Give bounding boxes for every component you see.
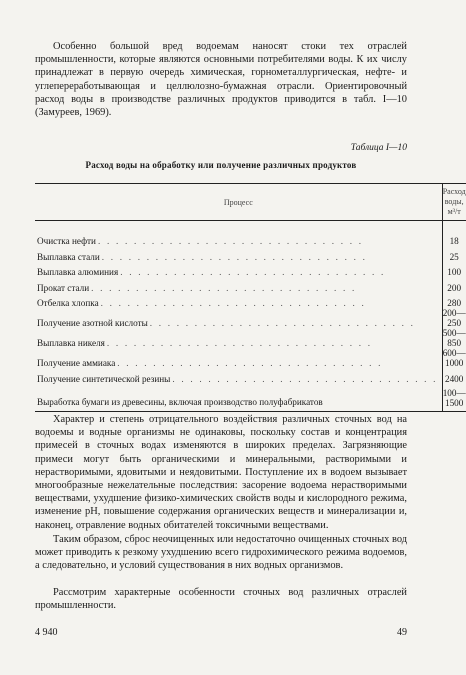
table-caption: Расход воды на обработку или получение различных продуктов (85, 160, 357, 170)
printer-signature: 4 940 (35, 627, 58, 638)
table-row: Получение азотной кислоты . . . . . . . . . . . . . . . . . . . . . . . . . . . . . . 200—250 (37, 308, 466, 329)
table-row: Выплавка никеля . . . . . . . . . . . . . . . . . . . . . . . . . . . . . . 500—850 (37, 328, 466, 349)
table-cell-value: 500—850 (442, 328, 466, 349)
table-cell-process: Очистка нефти (37, 236, 96, 246)
table-cell-value: 2400 (444, 373, 464, 384)
water-consumption-table (35, 183, 466, 412)
table-cell-process: Получение аммиака (37, 358, 116, 369)
paragraph-intro: Особенно большой вред водоемам наносят стоки тех отраслей промышленности, которые являются основными потребителями воды. К их числу принадлежат в первую очередь химическая, горнометаллургическая, нефте- и углепереработывающая и целлюлозно-бумажная отрасли. Ориентировочный расход воды в производстве различных продуктов приводится в табл. I—10 (Замуреев, 1969). (35, 41, 407, 119)
table-row: Получение аммиака . . . . . . . . . . . . . . . . . . . . . . . . . . . . . . 600—1000 (37, 348, 466, 369)
table-header-value: Расход воды, м³/т (442, 184, 465, 221)
table-row (35, 384, 466, 412)
paragraph-impact: Характер и степень отрицательного воздействия различных сточных вод на водоемы и водные организмы не одинаковы, поскольку состав и концентрация примесей в сточных водах изменяются в широких пределах. Загрязняющие примеси могут быть органическими и минеральными, растворимыми и нерастворимыми, ядовитыми и неядовитыми. Поступление их в водоем вызывает многообразные нежелательные последствия: засорение водоема нерастворимыми веществами, ухудшение физико-химических свойств воды и кислородного режима, изменение pH, повышение содержания органических веществ и минерализации и, наконец, отравление водных обитателей токсичными веществами. (35, 414, 407, 531)
table-cell-process: Выплавка никеля (37, 338, 105, 349)
table-row: Прокат стали . . . . . . . . . . . . . . . . . . . . . . . . . . . . . . 200 (35, 277, 466, 293)
table-cell-value: 200—250 (442, 308, 466, 329)
paragraph-conclusion: Таким образом, сброс неочищенных или недостаточно очищенных сточных вод может приводить к резкому ухудшению всего гидрохимического режима водоемов, а следовательно, и условий существования в них водных организмов. (35, 534, 407, 572)
table-label: Таблица I—10 (350, 143, 407, 153)
table-cell-value: 600—1000 (442, 348, 466, 369)
table-cell-process: Выплавка стали (37, 251, 100, 262)
table-row: Получение синтетической резины . . . . . . . . . . . . . . . . . . . . . . . . . . . . . . 2400 (35, 368, 466, 384)
table-cell-value: 25 (449, 251, 459, 262)
table-cell-process: Отбелка хлопка (37, 298, 99, 309)
table-cell-value: 18 (449, 236, 459, 246)
table-row: Выплавка стали . . . . . . . . . . . . . . . . . . . . . . . . . . . . . . 25 (35, 246, 466, 262)
table-cell-process: Выплавка алюминия (37, 267, 119, 278)
table-cell-value: 100 (447, 267, 462, 278)
table-cell-value: 280 (447, 298, 462, 309)
table-cell-process: Выработка бумаги из древесины, включая производство полуфабрикатов (35, 384, 442, 412)
table-row: Очистка нефти . . . . . . . . . . . . . . . . . . . . . . . . . . . . . . 18 (35, 221, 466, 247)
page-number: 49 (397, 627, 407, 638)
table-cell-process: Прокат стали (37, 282, 90, 293)
table-header-process: Процесс (35, 184, 442, 221)
table-cell-process: Получение азотной кислоты (37, 318, 148, 329)
table-row: Выплавка алюминия . . . . . . . . . . . . . . . . . . . . . . . . . . . . . . 100 (35, 262, 466, 278)
table-cell-value: 100—1500 (442, 384, 465, 412)
table-cell-value: 200 (447, 282, 462, 293)
paragraph-transition: Рассмотрим характерные особенности сточных вод различных отраслей промышленности. (35, 587, 407, 612)
table-cell-process: Получение синтетической резины (37, 373, 171, 384)
table-row: Отбелка хлопка . . . . . . . . . . . . . . . . . . . . . . . . . . . . . . 280 (35, 293, 466, 309)
